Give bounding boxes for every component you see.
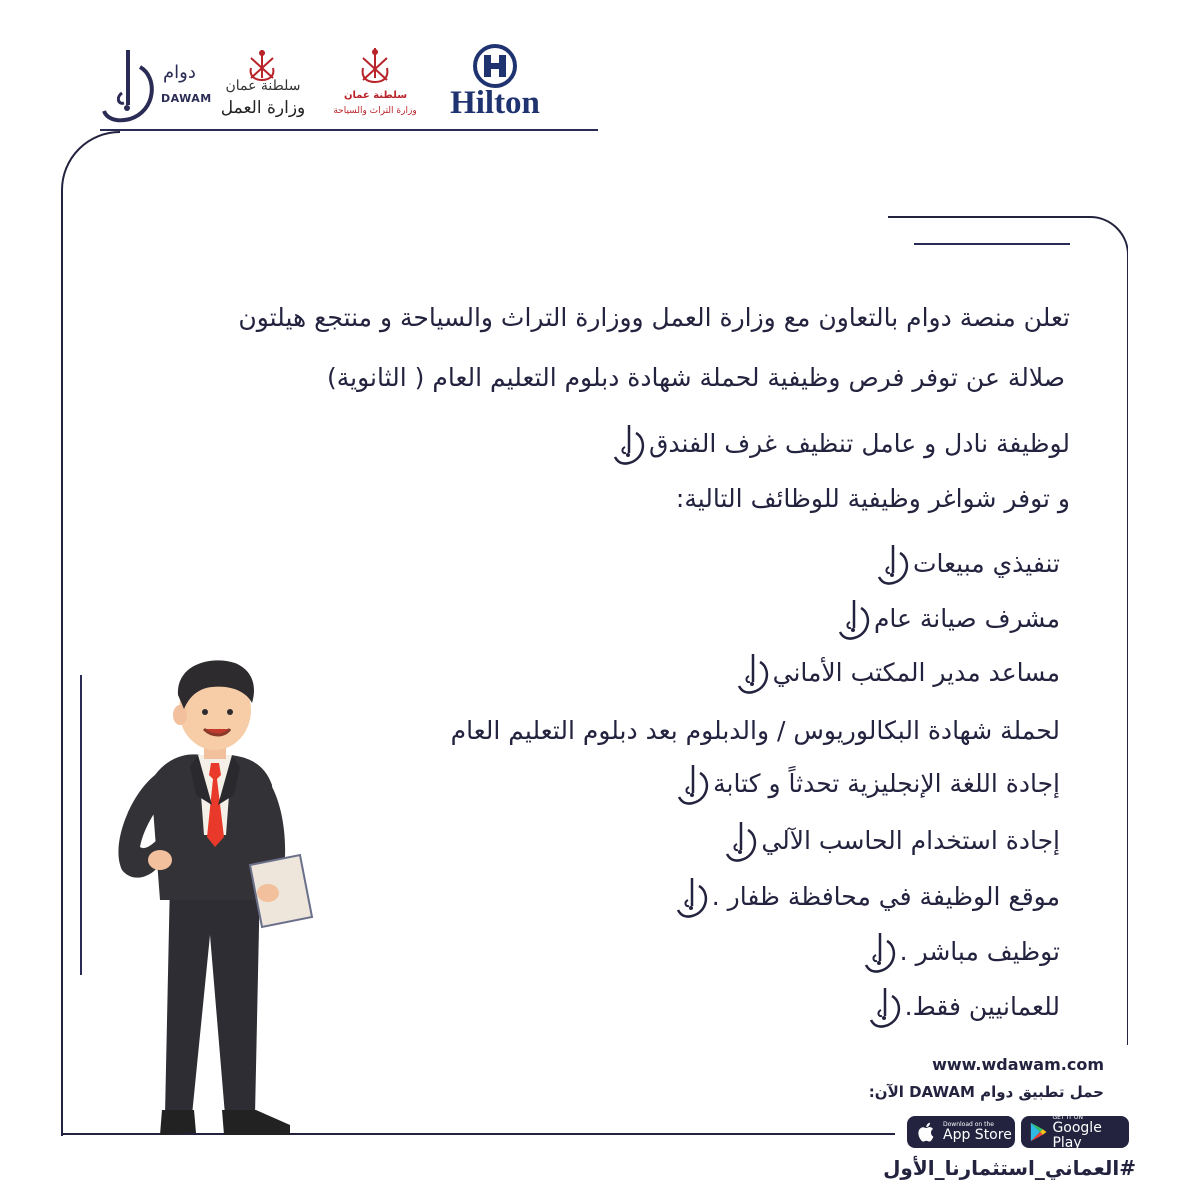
decorative-vertical-line xyxy=(80,675,82,975)
download-app-text: حمل تطبيق دوام DAWAM الآن: xyxy=(868,1083,1104,1101)
ministry-heritage-title: سلطنة عمان xyxy=(343,90,408,101)
vacancy-label: مساعد مدير المكتب الأماني xyxy=(772,657,1060,687)
dawam-latin-name: DAWAM xyxy=(161,92,212,105)
requirement-item xyxy=(707,817,1060,863)
ministry-labour-subtitle: وزارة العمل xyxy=(220,98,306,118)
appstore-small-text: Download on the xyxy=(943,1121,994,1128)
googleplay-big-text: Google Play xyxy=(1052,1119,1102,1151)
vacancy-item xyxy=(719,649,1060,695)
dawam-bullet-icon xyxy=(672,874,712,918)
hashtag-text: #العماني_استثمارنا_الأول xyxy=(883,1156,1136,1180)
vacancies-intro: و توفر شواغر وظيفية للوظائف التالية: xyxy=(675,484,1070,513)
vacancy-item xyxy=(859,540,1060,586)
requirement-label: موقع الوظيفة في محافظة ظفار . xyxy=(711,881,1060,911)
ministry-labour-title: سلطنة عمان xyxy=(225,78,301,94)
appstore-button[interactable] xyxy=(907,1116,1015,1148)
vacancy-label: تنفيذي مبيعات xyxy=(912,548,1060,578)
requirement-label: إجادة اللغة الإنجليزية تحدثاً و كتابة xyxy=(713,768,1060,798)
dawam-bullet-icon xyxy=(721,818,761,862)
dawam-bullet-icon xyxy=(834,596,874,640)
requirement-label: إجادة استخدام الحاسب الآلي xyxy=(761,825,1060,855)
vacancy-item xyxy=(820,595,1060,641)
appstore-big-text: App Store xyxy=(943,1127,1012,1143)
website-link[interactable]: www.wdawam.com xyxy=(932,1055,1104,1074)
dawam-bullet-icon xyxy=(673,761,713,805)
dawam-arabic-name: دوام xyxy=(163,62,196,83)
businessman-illustration xyxy=(100,655,330,1145)
google-play-icon xyxy=(1029,1121,1047,1143)
requirement-item xyxy=(851,983,1060,1029)
dawam-bullet-icon xyxy=(733,650,773,694)
job-main-item xyxy=(595,420,1070,466)
intro-line-1: تعلن منصة دوام بالتعاون مع وزارة العمل ووزارة التراث والسياحة و منتجع هيلتون xyxy=(238,303,1070,332)
googleplay-small-text: GET IT ON xyxy=(1052,1113,1084,1121)
dawam-logo-mark xyxy=(100,45,158,125)
ministry-heritage-subtitle: وزارة التراث والسياحة xyxy=(333,106,417,116)
qualification-text: لحملة شهادة البكالوريوس / والدبلوم بعد دبلوم التعليم العام xyxy=(450,716,1060,745)
dawam-bullet-icon xyxy=(609,421,649,465)
vacancy-label: مشرف صيانة عام xyxy=(873,603,1060,633)
decorative-line xyxy=(914,243,1070,245)
requirement-label: توظيف مباشر . xyxy=(899,936,1060,966)
dawam-bullet-icon xyxy=(865,984,905,1028)
apple-icon xyxy=(915,1120,939,1144)
job-main-label: لوظيفة نادل و عامل تنظيف غرف الفندق xyxy=(649,428,1070,458)
requirement-item xyxy=(658,873,1060,919)
intro-line-2: صلالة عن توفر فرص وظيفية لحملة شهادة دبلوم التعليم العام ( الثانوية) xyxy=(326,363,1065,392)
googleplay-button[interactable] xyxy=(1021,1113,1129,1151)
hilton-wordmark: Hilton xyxy=(450,85,540,121)
requirement-item xyxy=(846,928,1060,974)
dawam-bullet-icon xyxy=(873,541,913,585)
requirement-label: للعمانيين فقط. xyxy=(904,991,1060,1021)
requirement-item xyxy=(659,760,1060,806)
dawam-bullet-icon xyxy=(860,929,900,973)
